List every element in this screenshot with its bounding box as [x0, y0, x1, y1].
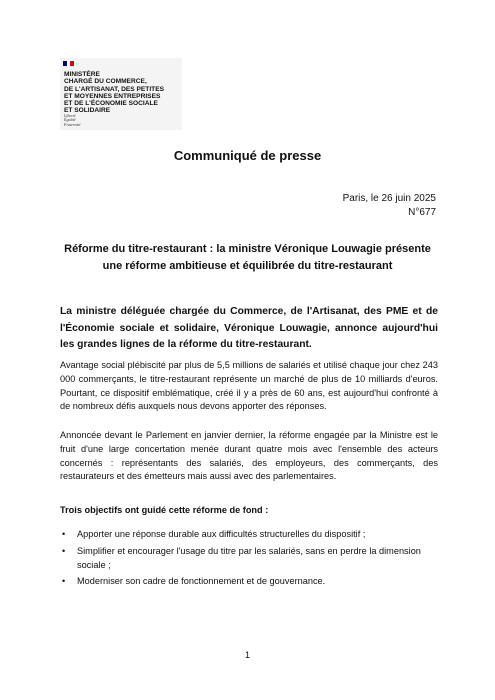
ministry-name-line: ET SOLIDAIRE	[64, 107, 111, 115]
list-item: • Moderniser son cadre de fonctionnement et de gouvernance.	[60, 575, 440, 589]
flag-red-stripe	[70, 61, 74, 66]
objectives-list	[60, 528, 440, 592]
ministry-name-line: ET DE L'ÉCONOMIE SOCIALE	[64, 100, 158, 108]
ministry-name-line: CHARGÉ DU COMMERCE,	[64, 78, 147, 86]
body-paragraph: Annoncée devant le Parlement en janvier dernier, la réforme engagée par la Ministre est le fruit d'une large concertation menée durant quatre mois avec l'ensemble des acteurs concernés : représentants des salariés, des employeurs, des commerçants, des restaurateurs et des émetteurs mais aussi avec des parlementaires.	[60, 430, 438, 482]
ministry-name-line: MINISTÈRE	[64, 71, 100, 78]
motto-line: Fraternité	[64, 121, 81, 127]
list-item: • Simplifier et encourager l'usage du titre par les salariés, sans en perdre la dimension sociale ;	[60, 545, 440, 573]
press-release-title: Réforme du titre-restaurant : la ministre Véronique Louwagie présente une réforme ambitieuse et équilibrée du titre-restaurant	[64, 243, 431, 272]
motto-line: Égalité	[64, 117, 76, 123]
motto-line: Liberté	[64, 113, 76, 118]
body-paragraph: Avantage social plébiscité par plus de 5,5 millions de salariés et utilisé chaque jour chez 243 000 commerçants, le titre-restaurant représente un marché de plus de 10 milliards d'euros. Pourtant, ce dispositif emblématique, créé il y a près de 60 ans, est aujourd'hui confronté à de nombreux défis auxquels nous devons apporter des réponses.	[60, 360, 438, 412]
list-item: • Apporter une réponse durable aux difficultés structurelles du dispositif ;	[60, 528, 440, 542]
french-flag-icon	[63, 61, 74, 66]
ministry-name	[64, 71, 164, 115]
ministry-name-line: ET MOYENNES ENTREPRISES	[64, 92, 161, 100]
ministry-name-line: DE L'ARTISANAT, DES PETITES	[64, 85, 164, 93]
page-number: 1	[244, 650, 250, 660]
lead-paragraph: La ministre déléguée chargée du Commerce, de l'Artisanat, des PME et de l'Économie sociale et solidaire, Véronique Louwagie, annonce aujourd'hui les grandes lignes de la réforme du titre-restaurant.	[60, 306, 438, 350]
republic-motto	[64, 114, 80, 127]
ministry-logo	[60, 58, 182, 130]
objectives-heading: Trois objectifs ont guidé cette réforme de fond :	[60, 505, 269, 515]
reference-number: N°677	[408, 207, 436, 218]
document-type-heading: Communiqué de presse	[173, 148, 322, 163]
date-line: Paris, le 26 juin 2025	[342, 193, 436, 204]
